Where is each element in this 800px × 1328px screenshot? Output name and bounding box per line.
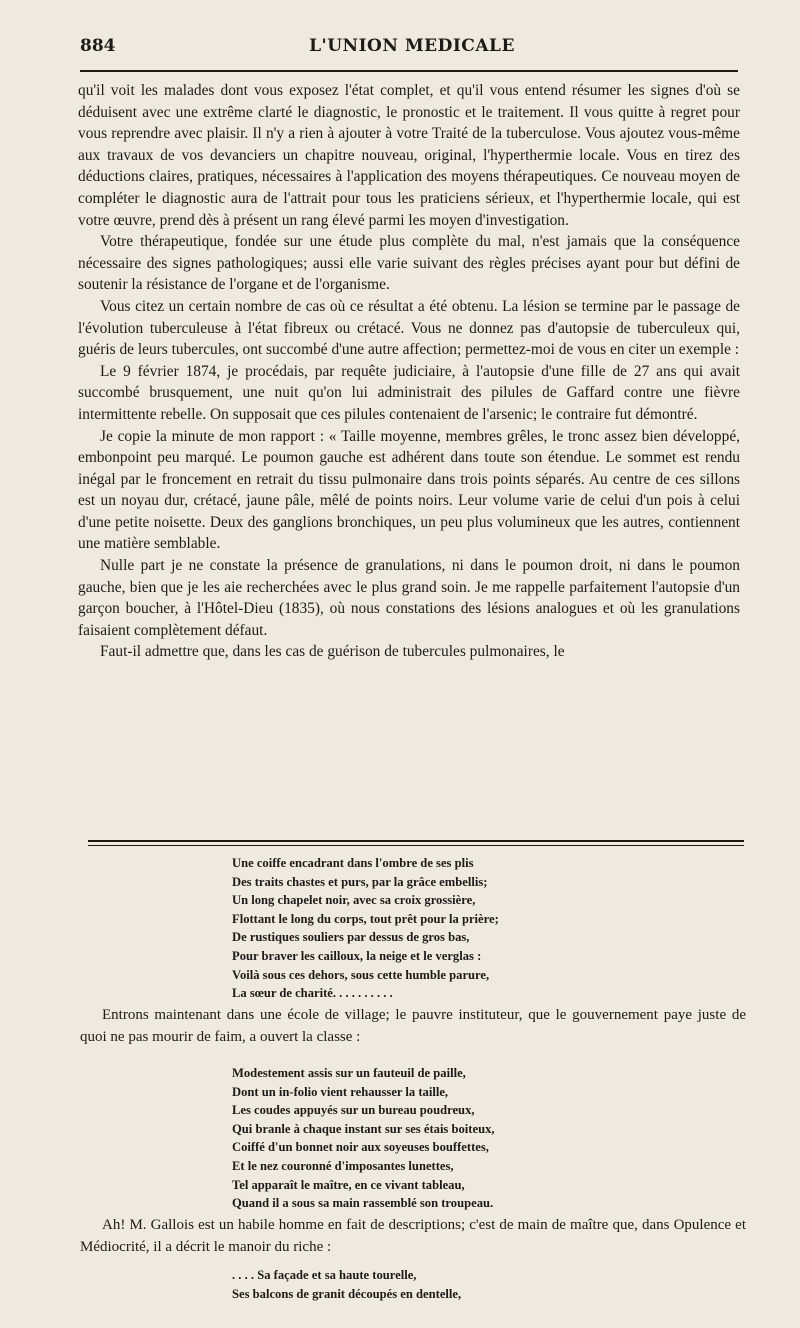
prose-block <box>80 1005 746 1048</box>
running-title: L'UNION MEDICALE <box>309 36 515 56</box>
verse-line: Modestement assis sur un fauteuil de paille, <box>232 1066 466 1080</box>
verse-line: Des traits chastes et purs, par la grâce embellis; <box>232 874 488 889</box>
feuilleton-rule <box>88 840 744 842</box>
verse-line: La sœur de charité. . . . . . . . . . <box>232 986 393 1001</box>
paragraph: qu'il voit les malades dont vous exposez l'état complet, et qu'il vous entend résumer les signes d'où se déduisent avec une extrême clarté le diagnostic, le pronostic et le traitement. Il vous quitte à regret pour vous reprendre avec plaisir. Il n'y a rien à ajouter à votre Traité de la tuberculose. Vous ajoutez vous-même aux travaux de vos devanciers un chapitre nouveau, original, l'hyperthermie locale. Vous en tirez des déductions claires, pratiques, nécessaires à l'application des moyens thérapeutiques. Ce nouveau moyen de compléter le diagnostic aura de l'attrait pour tous les praticiens sérieux, et l'hyperthermie locale, qui est votre œuvre, prend dès à présent un rang élevé parmi les moyen d'investigation. <box>78 82 740 229</box>
header-rule <box>80 70 738 72</box>
verse-line: De rustiques souliers par dessus de gros bas, <box>232 930 470 945</box>
verse-line: Tel apparaît le maître, en ce vivant tableau, <box>232 1177 465 1192</box>
verse-block <box>80 1266 800 1303</box>
feuilleton-rule-thin <box>88 845 744 846</box>
verse-line: Un long chapelet noir, avec sa croix grossière, <box>232 893 476 908</box>
verse-line: Et le nez couronné d'imposantes lunettes, <box>232 1158 454 1173</box>
verse-line: Qui branle à chaque instant sur ses étais boiteux, <box>232 1121 495 1136</box>
verse-line: Une coiffe encadrant dans l'ombre de ses plis <box>232 856 474 870</box>
page-header <box>80 36 744 60</box>
verse-line: . . . . Sa façade et sa haute tourelle, <box>232 1268 417 1282</box>
paragraph: Ah! M. Gallois est un habile homme en fait de descriptions; c'est de main de maître que, dans Opulence et Médiocrité, il a décrit le manoir du riche : <box>80 1217 746 1255</box>
paragraph: Nulle part je ne constate la présence de granulations, ni dans le poumon droit, ni dans le poumon gauche, bien que je les aie recherchées avec le plus grand soin. Je me rappelle parfaitement l'autopsie d'un garçon boucher, à l'Hôtel-Dieu (1835), où nous constations des lésions analogues et où les granulations faisaient complètement défaut. <box>78 557 740 639</box>
verse-line: Pour braver les cailloux, la neige et le verglas : <box>232 948 482 963</box>
verse-block <box>80 1064 800 1213</box>
paragraph: Le 9 février 1874, je procédais, par requête judiciaire, à l'autopsie d'une fille de 27 ans qui avait succombé brusquement, une nuit qu'on lui administrait des pilules de Gaffard contre une fièvre intermittente rebelle. On supposait que ces pilules contenaient de l'arsenic; le contraire fut démontré. <box>78 362 740 423</box>
verse-line: Dont un in-folio vient rehausser la taille, <box>232 1084 449 1099</box>
verse-line: Flottant le long du corps, tout prêt pour la prière; <box>232 911 499 926</box>
paragraph: Vous citez un certain nombre de cas où ce résultat a été obtenu. La lésion se termine par le passage de l'évolution tuberculeuse à l'état fibreux ou crétacé. Vous ne donnez pas d'autopsie de tuberculeux qui, guéris de leurs tubercules, ont succombé d'une autre affection; permettez-moi de vous en citer un exemple : <box>78 297 740 359</box>
verse-line: Quand il a sous sa main rassemblé son troupeau. <box>232 1196 494 1211</box>
verse-line: Ses balcons de granit découpés en dentelle, <box>232 1286 462 1301</box>
verse-block <box>80 854 800 1003</box>
paragraph: Entrons maintenant dans une école de village; le pauvre instituteur, que le gouvernement paye juste de quoi ne pas mourir de faim, a ouvert la classe : <box>80 1007 746 1045</box>
main-text <box>78 80 740 663</box>
verse-line: Les coudes appuyés sur un bureau poudreux, <box>232 1103 475 1118</box>
verse-line: Voilà sous ces dehors, sous cette humble parure, <box>232 967 490 982</box>
verse-line: Coiffé d'un bonnet noir aux soyeuses bouffettes, <box>232 1140 489 1155</box>
page-number: 884 <box>80 36 116 56</box>
paragraph: Faut-il admettre que, dans les cas de guérison de tubercules pulmonaires, le <box>100 643 565 661</box>
paragraph: Votre thérapeutique, fondée sur une étude plus complète du mal, n'est jamais que la conséquence nécessaire des signes pathologiques; aussi elle varie suivant des règles précises ayant pour but défini de soutenir la résistance de l'organe et de l'organisme. <box>78 233 740 294</box>
prose-block <box>80 1215 746 1258</box>
paragraph: Je copie la minute de mon rapport : « Taille moyenne, membres grêles, le tronc assez bien développé, embonpoint peu marqué. Le poumon gauche est adhérent dans toute son étendue. Le sommet est rendu inégal par le froncement en retrait du tissu pulmonaire dans trois points séparés. Au centre de ces sillons est un noyau dur, crétacé, jaune pâle, mêlé de points noirs. Leur volume varie de celui d'un pois à celui d'une petite noisette. Deux des ganglions bronchiques, un peu plus volumineux que les autres, contiennent une matière semblable. <box>78 427 740 553</box>
